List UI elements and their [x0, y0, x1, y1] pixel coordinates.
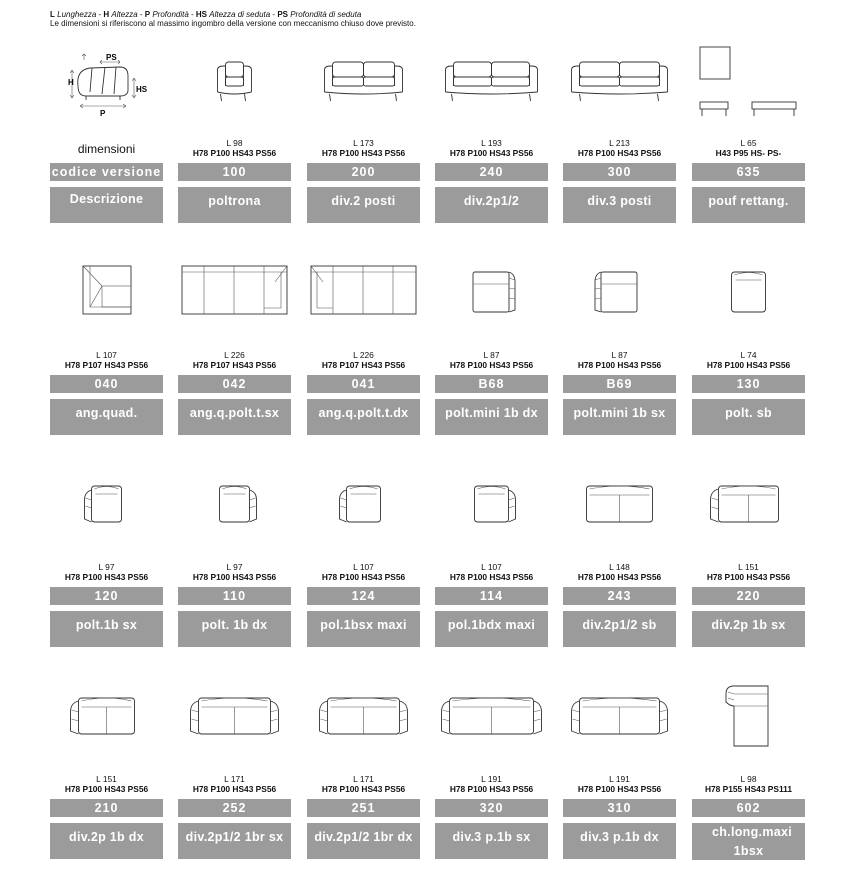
dimensions-text: [692, 351, 805, 370]
version-code: 114: [435, 587, 548, 605]
diagram-h-label: H: [68, 78, 74, 87]
measures-value: H78 P100 HS43 PS56: [449, 147, 534, 158]
measures-value: H78 P100 HS43 PS56: [321, 571, 406, 582]
length-value: L 173: [353, 138, 374, 148]
version-description: div.2p1/2 1br dx: [307, 823, 420, 859]
length-value: L 151: [96, 774, 117, 784]
dimensions-text: [178, 563, 291, 582]
pouf-rect-icon: [692, 40, 805, 120]
legend-ps-key: PS: [277, 10, 288, 19]
measures-value: H78 P100 HS43 PS56: [64, 783, 149, 794]
version-code: 251: [307, 799, 420, 817]
sofa-2-arm-left-icon: [692, 464, 805, 544]
dimensions-text: [435, 139, 548, 158]
length-value: L 151: [738, 562, 759, 572]
chaise-longue-maxi-icon: [692, 676, 805, 756]
version-code: 110: [178, 587, 291, 605]
legend-line: L Lunghezza - H Altezza - P Profondità - HS Altezza di seduta - PS Profondità di seduta: [50, 10, 362, 19]
length-value: L 87: [611, 350, 628, 360]
version-code: 240: [435, 163, 548, 181]
dimensions-text: [178, 139, 291, 158]
version-code: 120: [50, 587, 163, 605]
version-code: B68: [435, 375, 548, 393]
legend-header: [50, 10, 416, 28]
dimensions-text: [307, 563, 420, 582]
sofa-2half-arm-left-icon: [178, 676, 291, 756]
version-description: div.2p 1b sx: [692, 611, 805, 647]
length-value: L 98: [226, 138, 243, 148]
length-value: L 107: [481, 562, 502, 572]
sofa-3-arm-left-icon: [435, 676, 548, 756]
version-description: ang.q.polt.t.dx: [307, 399, 420, 435]
dimensions-text: [178, 351, 291, 370]
version-code: 310: [563, 799, 676, 817]
legend-h-key: H: [103, 10, 110, 19]
version-description: ang.quad.: [50, 399, 163, 435]
sofa-armless-2-icon: [563, 464, 676, 544]
mini-arm-right-icon: [435, 252, 548, 332]
length-value: L 226: [224, 350, 245, 360]
dimensions-text: [563, 563, 676, 582]
version-code: 130: [692, 375, 805, 393]
measures-value: H78 P107 HS43 PS56: [321, 359, 406, 370]
dimensions-text: [50, 775, 163, 794]
length-value: L 226: [353, 350, 374, 360]
measures-value: H78 P107 HS43 PS56: [64, 359, 149, 370]
version-code: 220: [692, 587, 805, 605]
dimensions-text: [50, 351, 163, 370]
version-description: pouf rettang.: [692, 187, 805, 223]
code-label: codice versione: [51, 165, 162, 179]
version-description: polt.mini 1b sx: [563, 399, 676, 435]
diagram-ps-label: PS: [106, 53, 117, 62]
armchair-front-icon: [178, 40, 291, 120]
length-value: L 148: [609, 562, 630, 572]
version-description: div.2p1/2 1br sx: [178, 823, 291, 859]
sofa-2half-front-icon: [435, 40, 548, 120]
version-description: div.3 p.1b dx: [563, 823, 676, 859]
measures-value: H78 P100 HS43 PS56: [706, 571, 791, 582]
version-description: div.2 posti: [307, 187, 420, 223]
dimension-diagram: [50, 40, 163, 120]
length-value: L 213: [609, 138, 630, 148]
length-value: L 107: [96, 350, 117, 360]
dimensions-text: [563, 351, 676, 370]
chair-arm-right-icon: [178, 464, 291, 544]
length-value: L 87: [483, 350, 500, 360]
diagram-hs-label: HS: [136, 85, 148, 94]
legend-p-key: P: [144, 10, 151, 19]
measures-value: H78 P100 HS43 PS56: [577, 571, 662, 582]
measures-value: H78 P100 HS43 PS56: [64, 571, 149, 582]
mini-arm-left-icon: [563, 252, 676, 332]
dimensions-text: [692, 775, 805, 794]
dimensions-text: [307, 351, 420, 370]
legend-hs-text: Altezza di seduta: [209, 10, 271, 19]
version-code: 124: [307, 587, 420, 605]
measures-value: H78 P100 HS43 PS56: [577, 783, 662, 794]
measures-value: H78 P155 HS43 PS111: [704, 783, 793, 794]
dimensions-text: [692, 563, 805, 582]
measures-value: H78 P100 HS43 PS56: [449, 783, 534, 794]
length-value: L 98: [740, 774, 757, 784]
version-code: 042: [178, 375, 291, 393]
sofa-3-arm-right-icon: [563, 676, 676, 756]
sofa-2-arm-right-icon: [50, 676, 163, 756]
measures-value: H78 P100 HS43 PS56: [321, 783, 406, 794]
legend-l-text: Lunghezza: [57, 10, 97, 19]
chair-maxi-right-icon: [435, 464, 548, 544]
version-description: div.3 posti: [563, 187, 676, 223]
chair-arm-left-icon: [50, 464, 163, 544]
version-description: polt. 1b dx: [178, 611, 291, 647]
measures-value: H78 P100 HS43 PS56: [449, 359, 534, 370]
dimensions-text: [563, 775, 676, 794]
version-description: div.2p 1b dx: [50, 823, 163, 859]
measures-value: H78 P100 HS43 PS56: [192, 147, 277, 158]
version-description: div.2p1/2 sb: [563, 611, 676, 647]
version-code: 602: [692, 799, 805, 817]
length-value: L 65: [740, 138, 757, 148]
dimensions-text: [692, 139, 805, 158]
length-value: L 74: [740, 350, 757, 360]
version-code: 041: [307, 375, 420, 393]
dimensions-text: [435, 775, 548, 794]
length-value: L 193: [481, 138, 502, 148]
sofa-2half-arm-right-icon: [307, 676, 420, 756]
length-value: L 171: [224, 774, 245, 784]
version-code: 210: [50, 799, 163, 817]
dimensions-text: [435, 563, 548, 582]
measures-value: H78 P100 HS43 PS56: [192, 571, 277, 582]
version-code: 635: [692, 163, 805, 181]
chair-maxi-left-icon: [307, 464, 420, 544]
version-code: 320: [435, 799, 548, 817]
version-code: 252: [178, 799, 291, 817]
version-description: poltrona: [178, 187, 291, 223]
legend-note: Le dimensioni si riferiscono al massimo ingombro della versione con meccanismo chiuso dove previsto.: [50, 19, 416, 28]
diagram-p-label: P: [100, 109, 106, 118]
corner-square-icon: [50, 252, 163, 332]
version-code: 100: [178, 163, 291, 181]
length-value: L 171: [353, 774, 374, 784]
dimensions-text: [178, 775, 291, 794]
legend-ps-text: Profondità di seduta: [290, 10, 362, 19]
dimensions-text: [563, 139, 676, 158]
measures-value: H78 P100 HS43 PS56: [192, 783, 277, 794]
dimensions-text: [435, 351, 548, 370]
measures-value: H78 P100 HS43 PS56: [577, 359, 662, 370]
version-description: ch.long.maxi 1bsx: [692, 823, 805, 860]
length-value: L 191: [609, 774, 630, 784]
legend-hs-key: HS: [195, 10, 208, 19]
version-description: pol.1bdx maxi: [435, 611, 548, 647]
version-description: polt.mini 1b dx: [435, 399, 548, 435]
length-value: L 107: [353, 562, 374, 572]
measures-value: H78 P100 HS43 PS56: [321, 147, 406, 158]
dimensions-text: [307, 775, 420, 794]
sofa-2-front-icon: [307, 40, 420, 120]
legend-l-key: L: [50, 10, 55, 19]
measures-value: H78 P100 HS43 PS56: [706, 359, 791, 370]
description-label: Descrizione: [50, 187, 163, 223]
dimensions-text: [50, 563, 163, 582]
version-code: 040: [50, 375, 163, 393]
legend-p-text: Profondità: [152, 10, 189, 19]
version-code: 243: [563, 587, 676, 605]
version-description: ang.q.polt.t.sx: [178, 399, 291, 435]
length-value: L 97: [226, 562, 243, 572]
legend-h-text: Altezza: [111, 10, 138, 19]
version-code: 200: [307, 163, 420, 181]
corner-sofa-left-icon: [178, 252, 291, 332]
version-code: B69: [563, 375, 676, 393]
measures-value: H78 P100 HS43 PS56: [449, 571, 534, 582]
measures-value: H43 P95 HS- PS-: [715, 147, 782, 158]
dimensions-text: [307, 139, 420, 158]
dimensions-label: dimensioni: [77, 142, 136, 156]
version-description: polt. sb: [692, 399, 805, 435]
measures-value: H78 P100 HS43 PS56: [577, 147, 662, 158]
version-description: div.3 p.1b sx: [435, 823, 548, 859]
version-description: polt.1b sx: [50, 611, 163, 647]
armless-chair-icon: [692, 252, 805, 332]
sofa-3-front-icon: [563, 40, 676, 120]
corner-sofa-right-icon: [307, 252, 420, 332]
version-code: 300: [563, 163, 676, 181]
measures-value: H78 P107 HS43 PS56: [192, 359, 277, 370]
length-value: L 191: [481, 774, 502, 784]
length-value: L 97: [98, 562, 115, 572]
version-description: div.2p1/2: [435, 187, 548, 223]
version-description: pol.1bsx maxi: [307, 611, 420, 647]
